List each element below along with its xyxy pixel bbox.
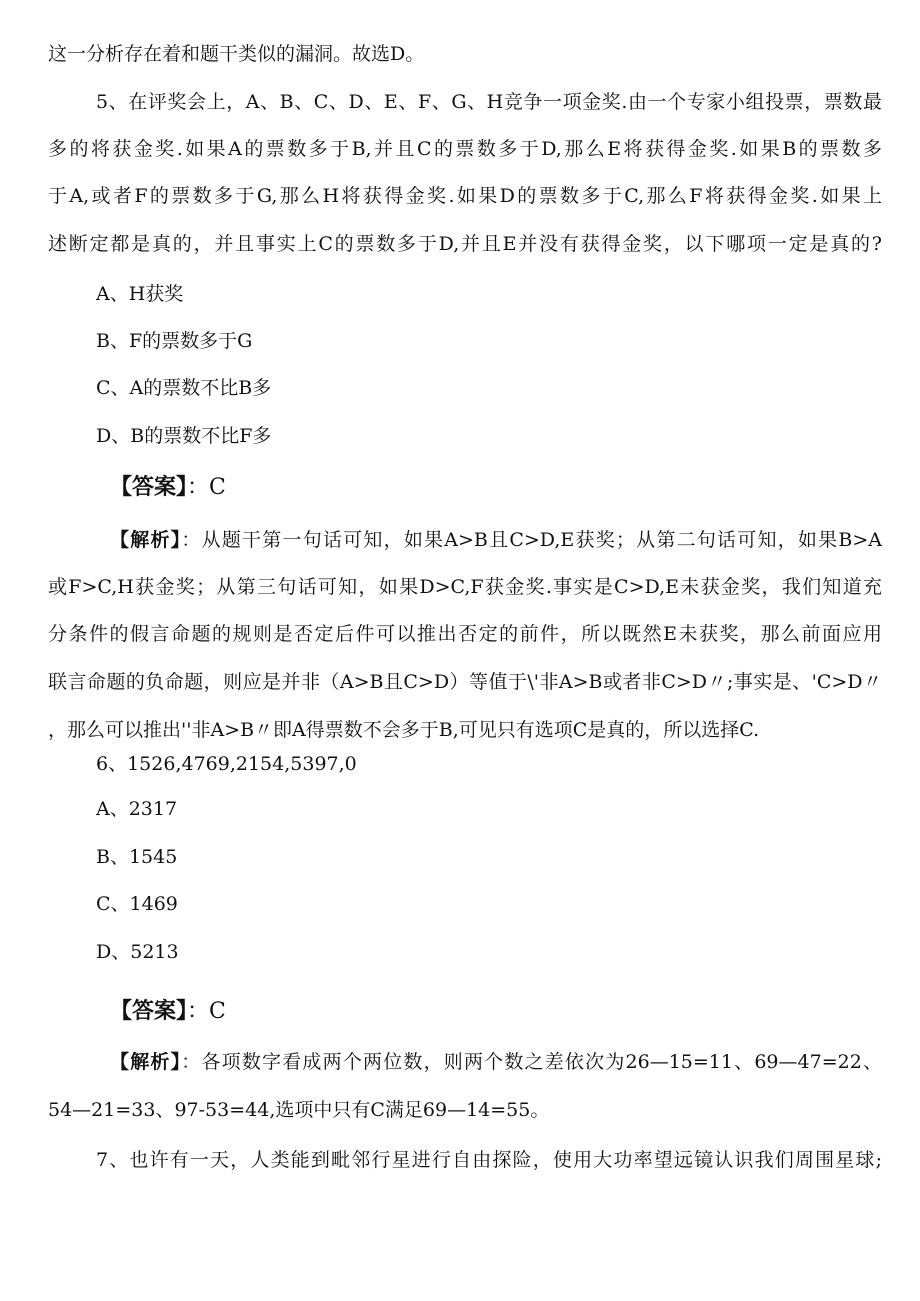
analysis-5-line [110,526,882,554]
analysis-5-line: ，那么可以推出''非A>B〃即A得票数不会多于B,可见只有选项C是真的，所以选择C. [48,719,760,741]
analysis-6-line: 54—21=33、97-53=44,选项中只有C满足69—14=55。 [48,1099,550,1121]
option-d: D、5213 [96,941,179,963]
question-6-stem: 6、1526,4769,2154,5397,0 [96,753,357,775]
answer-value: ：C [187,999,226,1024]
analysis-5-line: 联言命题的负命题，则应是并非（A>B且C>D）等值于\'非A>B或者非C>D〃;事实是、'C>D〃 [48,671,882,693]
answer-label: 【答案】 [110,475,188,500]
answer-value: ：C [187,475,226,500]
analysis-label: 【解析】 [110,529,182,551]
option-b: B、F的票数多于G [96,330,253,352]
analysis-text: ：从题干第一句话可知，如果A>B且C>D,E获奖；从第二句话可知，如果B>A [181,529,882,551]
option-c: C、1469 [96,893,178,915]
question-7-stem: 7、也许有一天，人类能到毗邻行星进行自由探险，使用大功率望远镜认识我们周围星球; [96,1149,882,1171]
option-a: A、2317 [96,798,178,820]
answer-label: 【答案】 [110,999,188,1024]
question-5-stem: 述断定都是真的，并且事实上C的票数多于D,并且E并没有获得金奖，以下哪项一定是真的? [48,233,882,255]
analysis-5-line: 分条件的假言命题的规则是否定后件可以推出否定的前件，所以既然E未获奖，那么前面应用 [48,623,882,645]
analysis-text: ：各项数字看成两个两位数，则两个数之差依次为26—15=11、69—47=22、 [181,1051,882,1073]
option-c: C、A的票数不比B多 [96,377,272,399]
option-d: D、B的票数不比F多 [96,425,272,447]
analysis-5-line: 或F>C,H获金奖；从第三句话可知，如果D>C,F获金奖.事实是C>D,E未获金奖，我们知道充 [48,576,882,598]
answer-5 [110,474,920,502]
analysis-label: 【解析】 [110,1051,182,1073]
question-5-stem: 于A,或者F的票数多于G,那么H将获得金奖.如果D的票数多于C,那么F将获得金奖.如果上 [48,185,882,207]
analysis-6-line [110,1048,882,1076]
option-b: B、1545 [96,846,178,868]
question-5-stem: 多的将获金奖.如果A的票数多于B,并且C的票数多于D,那么E将获得金奖.如果B的票数多 [48,138,882,160]
option-a: A、H获奖 [96,283,184,305]
text-line: 这一分析存在着和题干类似的漏洞。故选D。 [48,43,425,65]
question-5-stem: 5、在评奖会上，A、B、C、D、E、F、G、H竞争一项金奖.由一个专家小组投票，票数最 [96,91,882,113]
answer-6 [110,998,920,1026]
